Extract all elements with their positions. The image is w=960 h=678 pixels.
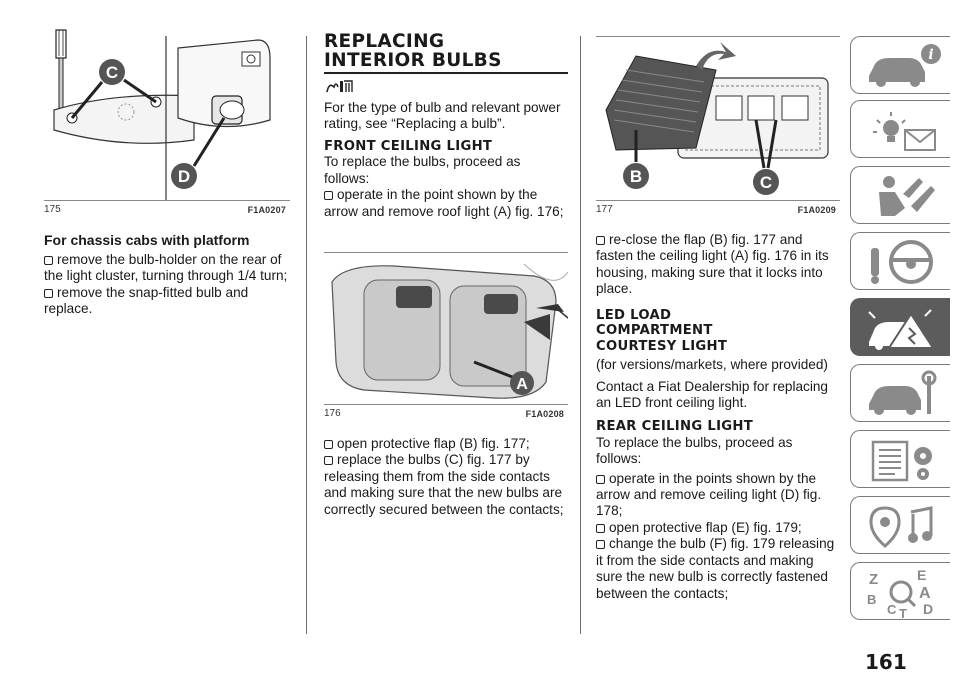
figure-rule	[324, 404, 568, 405]
index-letter: B	[867, 592, 877, 607]
bullet-icon	[596, 236, 605, 245]
bullet-icon	[596, 475, 605, 484]
callout-c: C	[105, 63, 119, 82]
tab-multimedia[interactable]	[850, 496, 950, 554]
list-item: re-close the flap (B) fig. 177 and fasten the ceiling light (A) fig. 176 in its housing, making sure that it locks into place.	[596, 232, 829, 297]
index-letter: Z	[869, 571, 879, 588]
tab-car-info[interactable]	[850, 36, 950, 94]
figure-rule	[44, 200, 290, 201]
bullet-icon	[324, 191, 333, 200]
safety-icon	[865, 172, 945, 220]
figure-175-illustration	[44, 0, 290, 200]
section-heading-rear: REAR CEILING LIGHT	[596, 419, 754, 435]
svg-text:i: i	[928, 47, 934, 63]
figure-number: 177	[596, 204, 613, 215]
figure-175	[44, 0, 290, 215]
tab-emergency[interactable]	[850, 298, 950, 356]
list-item: change the bulb (F) fig. 179 releasing it from the side contacts and making sure the new bulb is correctly fastened between the contacts;	[596, 536, 835, 601]
list-item: open protective flap (E) fig. 179;	[596, 520, 840, 536]
figure-rule	[596, 200, 840, 201]
intro-text: For the type of bulb and relevant power rating, see “Replacing a bulb”.	[324, 100, 561, 132]
list-item: open protective flap (B) fig. 177;	[324, 436, 568, 452]
tab-starting-driving[interactable]	[850, 232, 950, 290]
bullet-icon	[324, 456, 333, 465]
list-item: remove the bulb-holder on the rear of the light cluster, turning through 1/4 turn;	[44, 252, 288, 284]
warning-lights-icon	[865, 106, 945, 154]
page-title-line2: INTERIOR BULBS	[324, 50, 502, 71]
page-title: REPLACING	[324, 31, 445, 52]
index-icon	[865, 568, 945, 620]
maintenance-icon	[865, 370, 945, 418]
rear-intro: To replace the bulbs, proceed as follows:	[596, 434, 793, 467]
bullet-icon	[596, 540, 605, 549]
column-divider	[306, 36, 307, 634]
list-item: operate in the points shown by the arrow and remove ceiling light (D) fig. 178;	[596, 470, 822, 519]
bullet-icon	[44, 289, 53, 298]
front-intro: To replace the bulbs, proceed as follows:	[324, 154, 521, 186]
figure-code: F1A0209	[797, 205, 836, 215]
figure-177	[596, 0, 840, 215]
section-heading: For chassis cabs with platform	[44, 232, 250, 248]
bullet-icon	[596, 524, 605, 533]
multimedia-icon	[865, 502, 945, 550]
callout-c: C	[759, 173, 773, 192]
section-heading-led: LED LOAD	[596, 307, 672, 323]
figure-rule-top	[596, 36, 840, 37]
tab-warning-lights[interactable]	[850, 100, 950, 158]
page-number: 161	[865, 650, 907, 674]
list-item: operate in the point shown by the arrow and remove roof light (A) fig. 176;	[324, 187, 564, 219]
bullet-icon	[44, 256, 53, 265]
figure-rule-top	[324, 252, 568, 253]
index-letter: D	[923, 601, 934, 617]
section-heading-led-line2: COMPARTMENT	[596, 323, 713, 339]
callout-b: B	[629, 167, 643, 186]
list-item: replace the bulbs (C) fig. 177 by releasing them from the side contacts and making sure that the new bulbs are correctly secured between the contacts;	[324, 452, 564, 517]
callout-a: A	[516, 376, 528, 393]
technical-data-icon	[865, 436, 945, 484]
led-text: Contact a Fiat Dealership for replacing an LED front ceiling light.	[596, 378, 828, 410]
car-info-icon	[865, 42, 945, 90]
list-item: remove the snap-fitted bulb and replace.	[44, 284, 249, 317]
figure-number: 176	[324, 408, 341, 419]
index-letter: E	[917, 568, 927, 583]
bulb-symbol-icon	[324, 77, 354, 95]
title-rule	[324, 72, 568, 74]
tab-technical-data[interactable]	[850, 430, 950, 488]
tab-maintenance[interactable]	[850, 364, 950, 422]
tab-safety[interactable]	[850, 166, 950, 224]
index-letter: T	[899, 606, 907, 620]
figure-177-illustration	[596, 0, 840, 200]
figure-176	[324, 252, 568, 424]
tab-index[interactable]	[850, 562, 950, 620]
index-letter: C	[887, 602, 897, 617]
column-divider	[580, 36, 581, 634]
figure-code: F1A0208	[525, 409, 564, 419]
led-note: (for versions/markets, where provided)	[596, 357, 828, 373]
figure-code: F1A0207	[247, 205, 286, 215]
figure-176-illustration	[324, 252, 568, 404]
section-heading-led-line3: COURTESY LIGHT	[596, 338, 728, 354]
section-heading-front: FRONT CEILING LIGHT	[324, 138, 493, 154]
emergency-icon	[865, 304, 945, 352]
bullet-icon	[324, 440, 333, 449]
figure-number: 175	[44, 204, 61, 215]
starting-driving-icon	[865, 238, 945, 286]
index-letter: A	[919, 585, 931, 602]
callout-d: D	[177, 167, 191, 186]
